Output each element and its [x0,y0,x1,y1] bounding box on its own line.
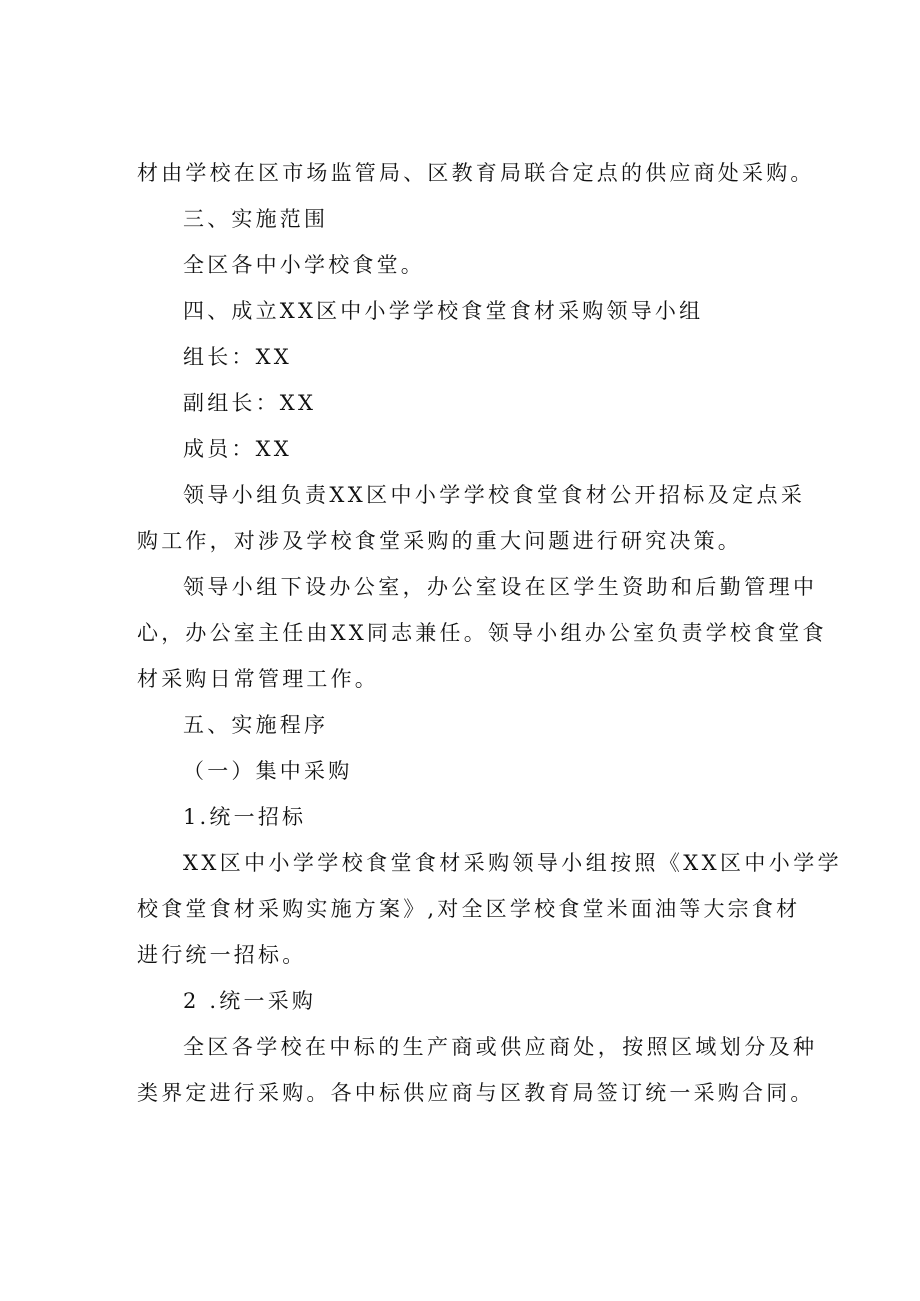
paragraph-line: XX区中小学学校食堂食材采购领导小组按照《XX区中小学学 [183,851,842,875]
paragraph-line: 校食堂食材采购实施方案》,对全区学校食堂米面油等大宗食材 [137,897,801,921]
paragraph-line: 购工作，对涉及学校食堂采购的重大问题进行研究决策。 [137,529,742,553]
item-heading-purchase: 2 .统一采购 [183,989,317,1013]
paragraph-line: 类界定进行采购。各中标供应商与区教育局签订统一采购合同。 [137,1081,815,1105]
paragraph-line: 领导小组负责XX区中小学学校食堂食材公开招标及定点采 [183,483,806,507]
section-heading-leadership-group: 四、成立XX区中小学学校食堂食材采购领导小组 [183,299,704,323]
paragraph-line: 领导小组下设办公室，办公室设在区学生资助和后勤管理中 [183,575,818,599]
paragraph-line: 材由学校在区市场监管局、区教育局联合定点的供应商处采购。 [137,161,815,185]
deputy-leader-line: 副组长：XX [183,391,317,415]
paragraph-line: 全区各学校在中标的生产商或供应商处，按照区域划分及种 [183,1035,818,1059]
paragraph-line: 材采购日常管理工作。 [137,667,379,691]
section-heading-scope: 三、实施范围 [183,207,329,231]
group-leader-line: 组长：XX [183,345,292,369]
members-line: 成员：XX [183,437,292,461]
subsection-heading-centralized: （一）集中采购 [183,759,353,783]
item-heading-tender: 1.统一招标 [183,805,307,829]
paragraph-line: 全区各中小学校食堂。 [183,253,425,277]
section-heading-procedure: 五、实施程序 [183,713,329,737]
document-page [137,150,842,1116]
paragraph-line: 心，办公室主任由XX同志兼任。领导小组办公室负责学校食堂食 [137,621,827,645]
paragraph-line: 进行统一招标。 [137,943,307,967]
